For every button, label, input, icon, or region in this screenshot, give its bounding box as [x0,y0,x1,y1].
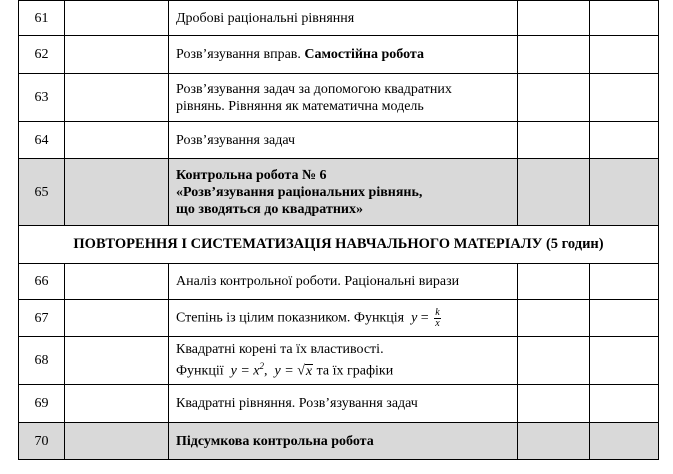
topic-text: Функції [176,363,224,379]
table-row [19,337,659,385]
section-heading: ПОВТОРЕННЯ І СИСТЕМАТИЗАЦІЯ НАВЧАЛЬНОГО МАТЕРІАЛУ (5 годин) [19,226,659,264]
empty-cell [65,159,169,226]
formula-root: y = [274,363,298,379]
empty-cell [590,264,659,300]
topic-line: Квадратні корені та їх властивості. [176,342,384,358]
row-number: 65 [19,159,65,226]
table-row-test [19,159,659,226]
lesson-topic-bold: Самостійна робота [304,47,424,62]
row-number: 66 [19,264,65,300]
empty-cell [65,337,169,385]
topic-line: рівнянь. Рівняння як математична модель [176,98,424,114]
row-number: 68 [19,337,65,385]
table-row-final-test [19,423,659,460]
lesson-topic: Дробові раціональні рівняння [169,1,518,36]
empty-cell [65,1,169,36]
lesson-topic: Квадратні рівняння. Розв’язування задач [169,385,518,423]
empty-cell [518,122,590,159]
topic-line: Контрольна робота № 6 [176,167,327,183]
table-row [19,36,659,74]
empty-cell [590,159,659,226]
table-row [19,385,659,423]
topic-line: Розв’язування задач за допомогою квадратних [176,81,452,97]
empty-cell [590,300,659,337]
table-row [19,1,659,36]
section-heading-row [19,226,659,264]
formula-separator: , [264,363,268,379]
fraction-denominator: x [435,317,440,329]
empty-cell [518,1,590,36]
topic-line-formulas: Функції $y = x^2$, y = √x та їх графіки [176,361,394,379]
empty-cell [65,74,169,122]
lesson-topic [169,36,518,74]
empty-cell [65,36,169,74]
empty-cell [518,385,590,423]
lesson-topic [169,159,518,226]
empty-cell [590,36,659,74]
empty-cell [590,1,659,36]
formula-power: y = x [230,363,260,379]
empty-cell [65,385,169,423]
table-row [19,300,659,337]
fraction-formula [434,308,440,329]
table-row [19,122,659,159]
row-number: 62 [19,36,65,74]
empty-cell [65,300,169,337]
formula-variable: y [411,310,418,326]
topic-text: та їх графіки [316,363,394,379]
table-row [19,264,659,300]
lesson-topic: Розв’язування задач [169,122,518,159]
row-number: 64 [19,122,65,159]
lesson-topic [169,337,518,385]
empty-cell [65,264,169,300]
topic-line: «Розв’язування раціональних рівнянь, [176,184,423,200]
empty-cell [518,337,590,385]
empty-cell [518,74,590,122]
lesson-plan-table [18,0,659,460]
formula-exponent: 2 [259,361,265,372]
empty-cell [590,337,659,385]
lesson-topic: Аналіз контрольної роботи. Раціональні вирази [169,264,518,300]
empty-cell [65,423,169,460]
lesson-topic [169,74,518,122]
radicand: x [305,363,313,379]
fraction-numerator: k [435,306,440,318]
empty-cell [518,300,590,337]
empty-cell [518,159,590,226]
topic-line: що зводяться до квадратних» [176,201,363,217]
lesson-topic-text: Степінь із цілим показником. Функція [176,310,405,326]
row-number: 70 [19,423,65,460]
lesson-topic: Підсумкова контрольна робота [169,423,518,460]
empty-cell [518,264,590,300]
empty-cell [65,122,169,159]
empty-cell [590,423,659,460]
empty-cell [590,122,659,159]
row-number: 69 [19,385,65,423]
formula-equals: = [417,310,433,326]
empty-cell [590,74,659,122]
row-number: 63 [19,74,65,122]
table-row [19,74,659,122]
empty-cell [518,36,590,74]
row-number: 67 [19,300,65,337]
lesson-topic [169,300,518,337]
row-number: 61 [19,1,65,36]
empty-cell [590,385,659,423]
lesson-topic-text: Розв’язування вправ. [176,47,305,62]
empty-cell [518,423,590,460]
